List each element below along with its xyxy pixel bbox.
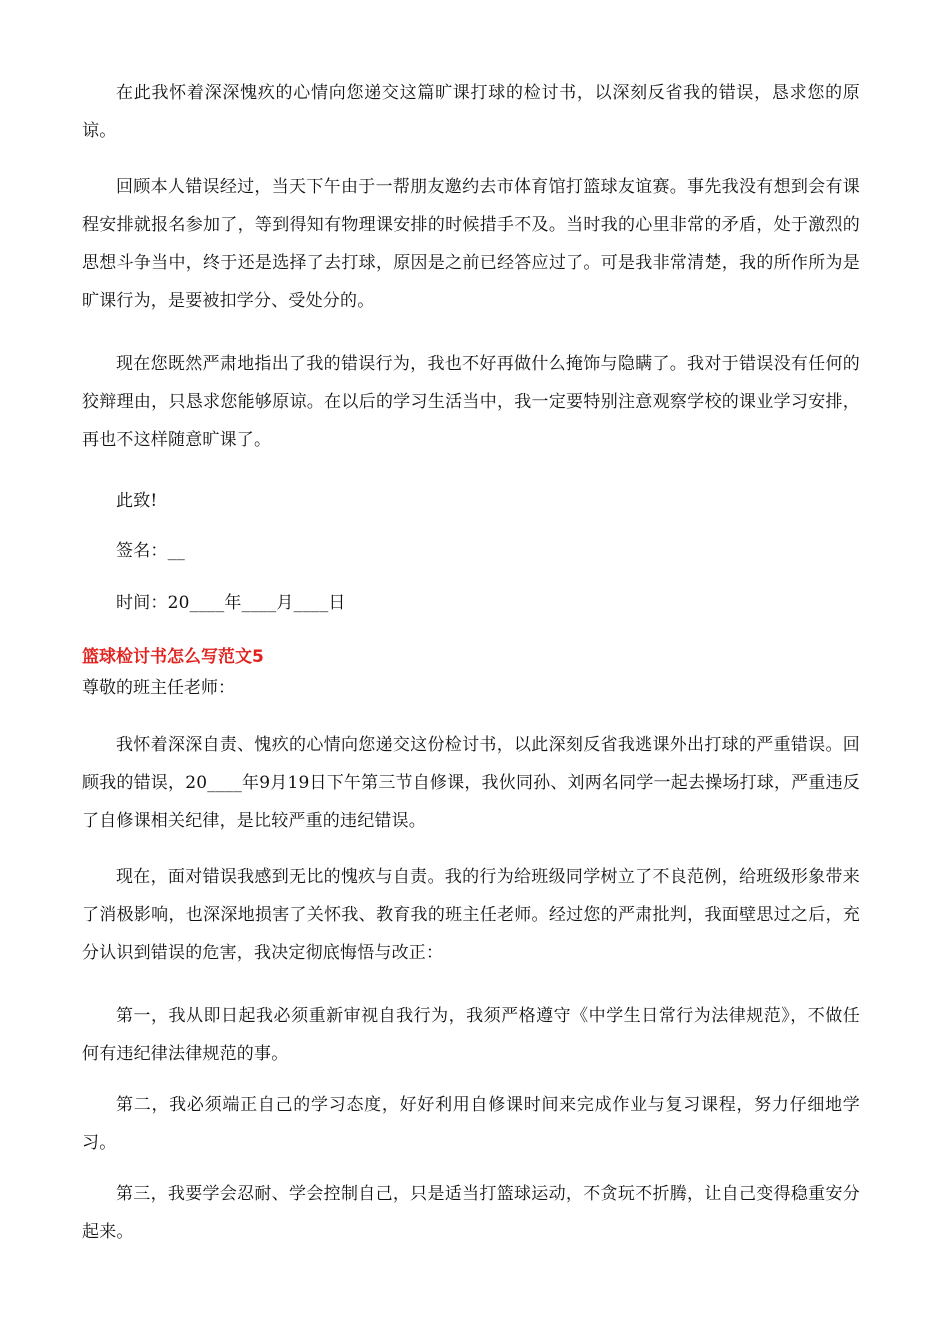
- paragraph-point-one: 第一，我从即日起我必须重新审视自我行为，我须严格遵守《中学生日常行为法律规范》，不做任何有违纪律法律规范的事。: [82, 1006, 860, 1064]
- salutation-line: 尊敬的班主任老师：: [82, 678, 235, 698]
- paragraph-point-three: 第三，我要学会忍耐、学会控制自己，只是适当打篮球运动，不贪玩不折腾，让自己变得稳重安分起来。: [82, 1184, 860, 1242]
- paragraph-point-two: 第二，我必须端正自己的学习态度，好好利用自修课时间来完成作业与复习课程，努力仔细地学习。: [82, 1095, 860, 1153]
- section-heading: 篮球检讨书怎么写范文5: [82, 647, 264, 667]
- paragraph-reflection: 现在，面对错误我感到无比的愧疚与自责。我的行为给班级同学树立了不良范例，给班级形象带来了消极影响，也深深地损害了关怀我、教育我的班主任老师。经过您的严肃批判，我面壁思过之后，充分认识到错误的危害，我决定彻底悔悟与改正：: [82, 867, 860, 963]
- signature-line: 签名：__: [116, 541, 185, 561]
- closing-salutation: 此致!: [116, 491, 158, 511]
- paragraph-self-criticism: 我怀着深深自责、愧疚的心情向您递交这份检讨书，以此深刻反省我逃课外出打球的严重错误。回顾我的错误，20____年9月19日下午第三节自修课，我伙同孙、刘两名同学一起去操场打球，严重违反了自修课相关纪律，是比较严重的违纪错误。: [82, 735, 860, 831]
- paragraph-apology-intro: 在此我怀着深深愧疚的心情向您递交这篇旷课打球的检讨书，以深刻反省我的错误，恳求您的原谅。: [82, 83, 860, 141]
- date-line: 时间：20____年____月____日: [116, 593, 346, 613]
- paragraph-review-incident: 回顾本人错误经过，当天下午由于一帮朋友邀约去市体育馆打篮球友谊赛。事先我没有想到会有课程安排就报名参加了，等到得知有物理课安排的时候措手不及。当时我的心里非常的矛盾，处于激烈的思想斗争当中，终于还是选择了去打球，原因是之前已经答应过了。可是我非常清楚，我的所作所为是旷课行为，是要被扣学分、受处分的。: [82, 177, 860, 311]
- paragraph-admission: 现在您既然严肃地指出了我的错误行为，我也不好再做什么掩饰与隐瞒了。我对于错误没有任何的狡辩理由，只恳求您能够原谅。在以后的学习生活当中，我一定要特别注意观察学校的课业学习安排，再也不这样随意旷课了。: [82, 354, 860, 450]
